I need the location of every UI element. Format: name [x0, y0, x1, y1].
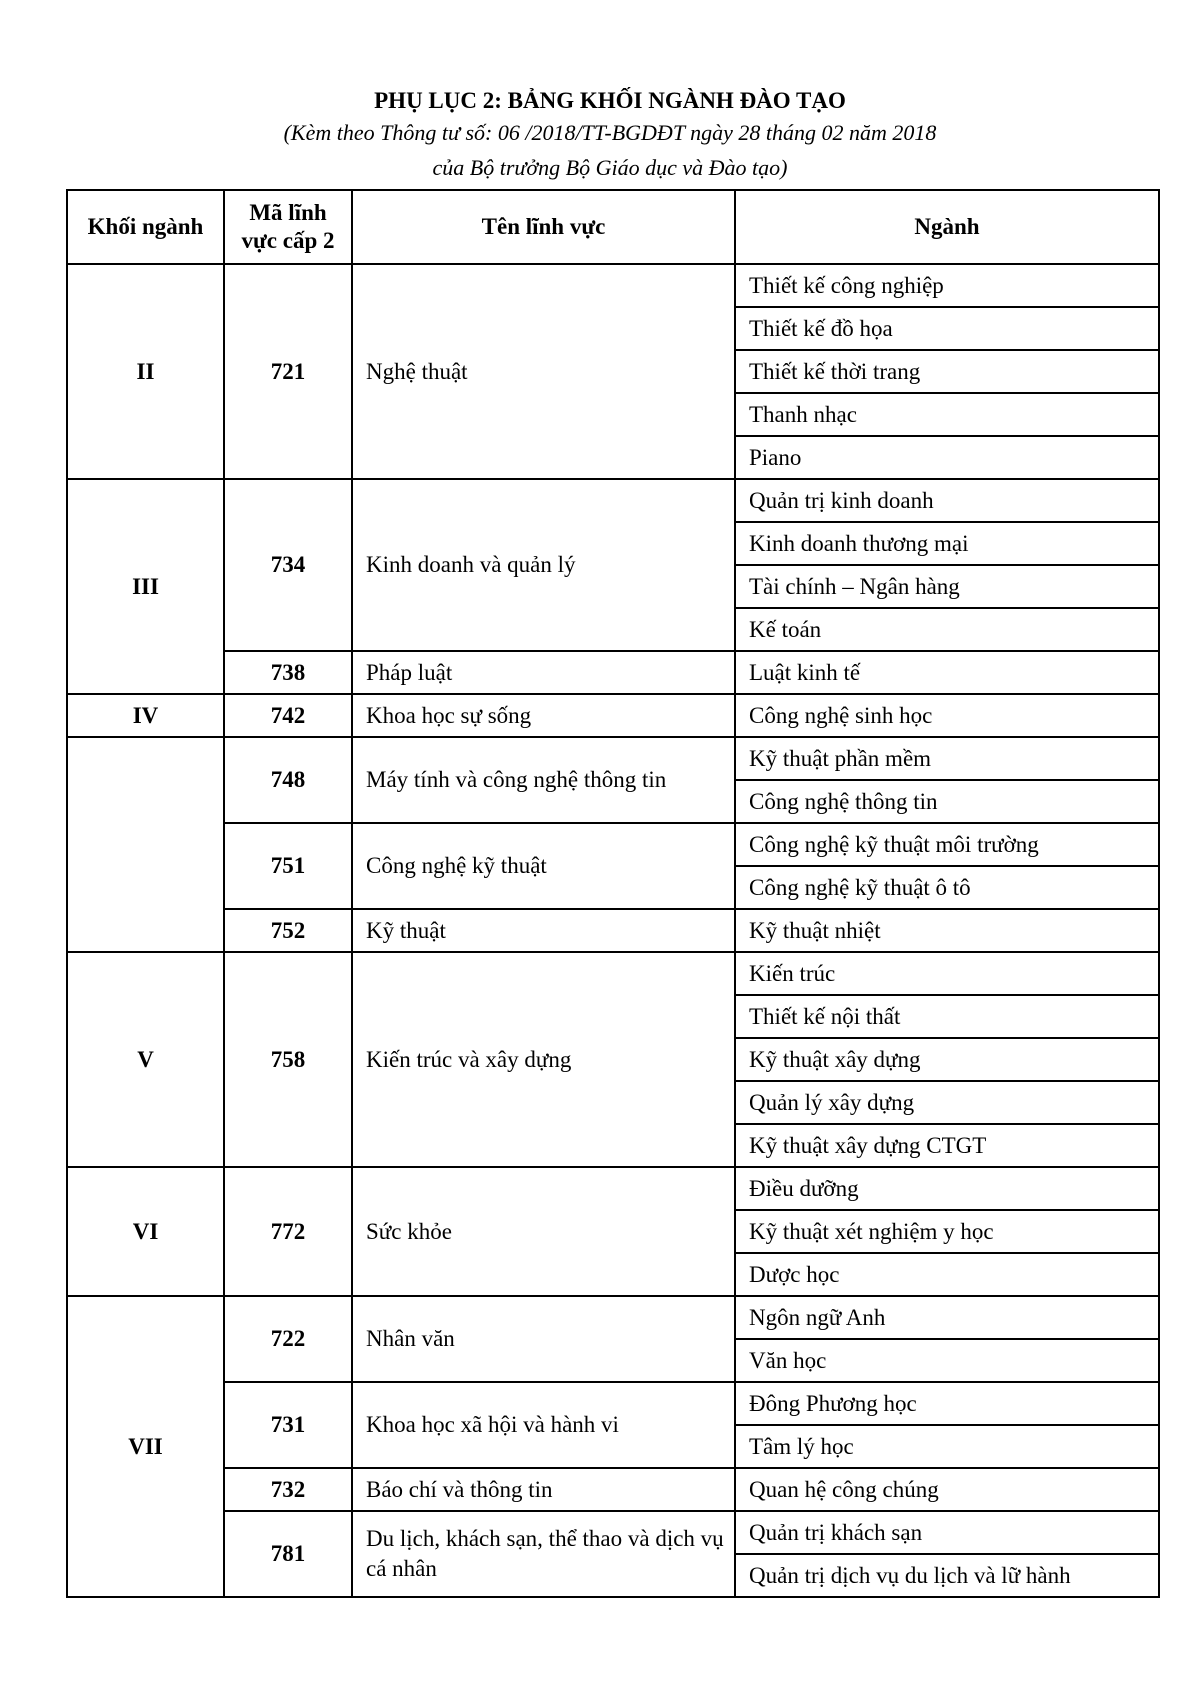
- nganh-cell: Công nghệ kỹ thuật ô tô: [735, 866, 1159, 909]
- ten-linh-vuc-cell: Báo chí và thông tin: [352, 1468, 735, 1511]
- ten-linh-vuc-cell: Pháp luật: [352, 651, 735, 694]
- ma-linh-vuc-cell: 772: [224, 1167, 352, 1296]
- nganh-cell: Văn học: [735, 1339, 1159, 1382]
- nganh-cell: Kỹ thuật xây dựng: [735, 1038, 1159, 1081]
- nganh-cell: Tài chính – Ngân hàng: [735, 565, 1159, 608]
- ten-linh-vuc-cell: Nghệ thuật: [352, 264, 735, 479]
- ten-linh-vuc-cell: Khoa học sự sống: [352, 694, 735, 737]
- nganh-cell: Ngôn ngữ Anh: [735, 1296, 1159, 1339]
- table-row: [67, 1511, 1159, 1554]
- nganh-cell: Quan hệ công chúng: [735, 1468, 1159, 1511]
- nganh-cell: Kinh doanh thương mại: [735, 522, 1159, 565]
- table-row: [67, 694, 1159, 737]
- nganh-cell: Đông Phương học: [735, 1382, 1159, 1425]
- ma-linh-vuc-cell: 752: [224, 909, 352, 952]
- table-row: [67, 1296, 1159, 1339]
- ma-linh-vuc-cell: 751: [224, 823, 352, 909]
- nganh-cell: Quản trị dịch vụ du lịch và lữ hành: [735, 1554, 1159, 1597]
- nganh-cell: Kỹ thuật nhiệt: [735, 909, 1159, 952]
- nganh-cell: Piano: [735, 436, 1159, 479]
- nganh-cell: Công nghệ kỹ thuật môi trường: [735, 823, 1159, 866]
- ten-linh-vuc-cell: Kiến trúc và xây dựng: [352, 952, 735, 1167]
- nganh-cell: Thiết kế nội thất: [735, 995, 1159, 1038]
- ten-linh-vuc-cell: Sức khỏe: [352, 1167, 735, 1296]
- table-row: [67, 264, 1159, 307]
- table-row: [67, 737, 1159, 780]
- nganh-cell: Tâm lý học: [735, 1425, 1159, 1468]
- table-row: [67, 909, 1159, 952]
- table-row: [67, 479, 1159, 522]
- nganh-cell: Công nghệ thông tin: [735, 780, 1159, 823]
- nganh-cell: Kỹ thuật xét nghiệm y học: [735, 1210, 1159, 1253]
- table-row: [67, 1382, 1159, 1425]
- ten-linh-vuc-cell: Công nghệ kỹ thuật: [352, 823, 735, 909]
- header-ma-linh-vuc: [224, 190, 352, 264]
- ten-linh-vuc-cell: Du lịch, khách sạn, thể thao và dịch vụ cá nhân: [352, 1511, 735, 1597]
- ma-linh-vuc-cell: 731: [224, 1382, 352, 1468]
- subtitle-line-2: của Bộ trưởng Bộ Giáo dục và Đào tạo): [432, 155, 788, 180]
- table-body: [67, 264, 1159, 1597]
- ten-linh-vuc-cell: Nhân văn: [352, 1296, 735, 1382]
- nganh-cell: Thiết kế thời trang: [735, 350, 1159, 393]
- ma-linh-vuc-cell: 748: [224, 737, 352, 823]
- table-row: [67, 1468, 1159, 1511]
- khoi-nganh-cell: II: [67, 264, 224, 479]
- nganh-cell: Kỹ thuật xây dựng CTGT: [735, 1124, 1159, 1167]
- khoi-nganh-cell: IV: [67, 694, 224, 737]
- nganh-cell: Điều dưỡng: [735, 1167, 1159, 1210]
- ma-linh-vuc-cell: 732: [224, 1468, 352, 1511]
- ten-linh-vuc-cell: Khoa học xã hội và hành vi: [352, 1382, 735, 1468]
- nganh-cell: Quản trị khách sạn: [735, 1511, 1159, 1554]
- header-ma-line-2: vực cấp 2: [241, 228, 335, 253]
- header-ma-line-1: Mã lĩnh: [249, 200, 327, 225]
- khoi-nganh-cell: VII: [67, 1296, 224, 1597]
- header-nganh: Ngành: [735, 190, 1159, 264]
- nganh-cell: Dược học: [735, 1253, 1159, 1296]
- ma-linh-vuc-cell: 781: [224, 1511, 352, 1597]
- ten-linh-vuc-cell: Kỹ thuật: [352, 909, 735, 952]
- nganh-cell: Thanh nhạc: [735, 393, 1159, 436]
- nganh-cell: Quản lý xây dựng: [735, 1081, 1159, 1124]
- nganh-cell: Thiết kế công nghiệp: [735, 264, 1159, 307]
- nganh-cell: Quản trị kinh doanh: [735, 479, 1159, 522]
- header-ten-linh-vuc: Tên lĩnh vực: [352, 190, 735, 264]
- khoi-nganh-cell: VI: [67, 1167, 224, 1296]
- header-khoi-nganh: Khối ngành: [67, 190, 224, 264]
- ma-linh-vuc-cell: 734: [224, 479, 352, 651]
- ma-linh-vuc-cell: 758: [224, 952, 352, 1167]
- ten-linh-vuc-cell: Máy tính và công nghệ thông tin: [352, 737, 735, 823]
- ma-linh-vuc-cell: 721: [224, 264, 352, 479]
- ma-linh-vuc-cell: 742: [224, 694, 352, 737]
- table-row: [67, 823, 1159, 866]
- nganh-cell: Công nghệ sinh học: [735, 694, 1159, 737]
- ma-linh-vuc-cell: 738: [224, 651, 352, 694]
- ma-linh-vuc-cell: 722: [224, 1296, 352, 1382]
- nganh-cell: Kiến trúc: [735, 952, 1159, 995]
- nganh-cell: Thiết kế đồ họa: [735, 307, 1159, 350]
- nganh-cell: Kế toán: [735, 608, 1159, 651]
- nganh-cell: Kỹ thuật phần mềm: [735, 737, 1159, 780]
- table-row: [67, 651, 1159, 694]
- table-row: [67, 952, 1159, 995]
- training-sector-table: [66, 189, 1160, 1598]
- ten-linh-vuc-cell: Kinh doanh và quản lý: [352, 479, 735, 651]
- nganh-cell: Luật kinh tế: [735, 651, 1159, 694]
- khoi-nganh-cell: [67, 737, 224, 952]
- table-header-row: [67, 190, 1159, 264]
- khoi-nganh-cell: V: [67, 952, 224, 1167]
- page-title: PHỤ LỤC 2: BẢNG KHỐI NGÀNH ĐÀO TẠO: [374, 88, 846, 113]
- subtitle-line-1: (Kèm theo Thông tư số: 06 /2018/TT-BGDĐT ngày 28 tháng 02 năm 2018: [283, 120, 937, 145]
- table-row: [67, 1167, 1159, 1210]
- khoi-nganh-cell: III: [67, 479, 224, 694]
